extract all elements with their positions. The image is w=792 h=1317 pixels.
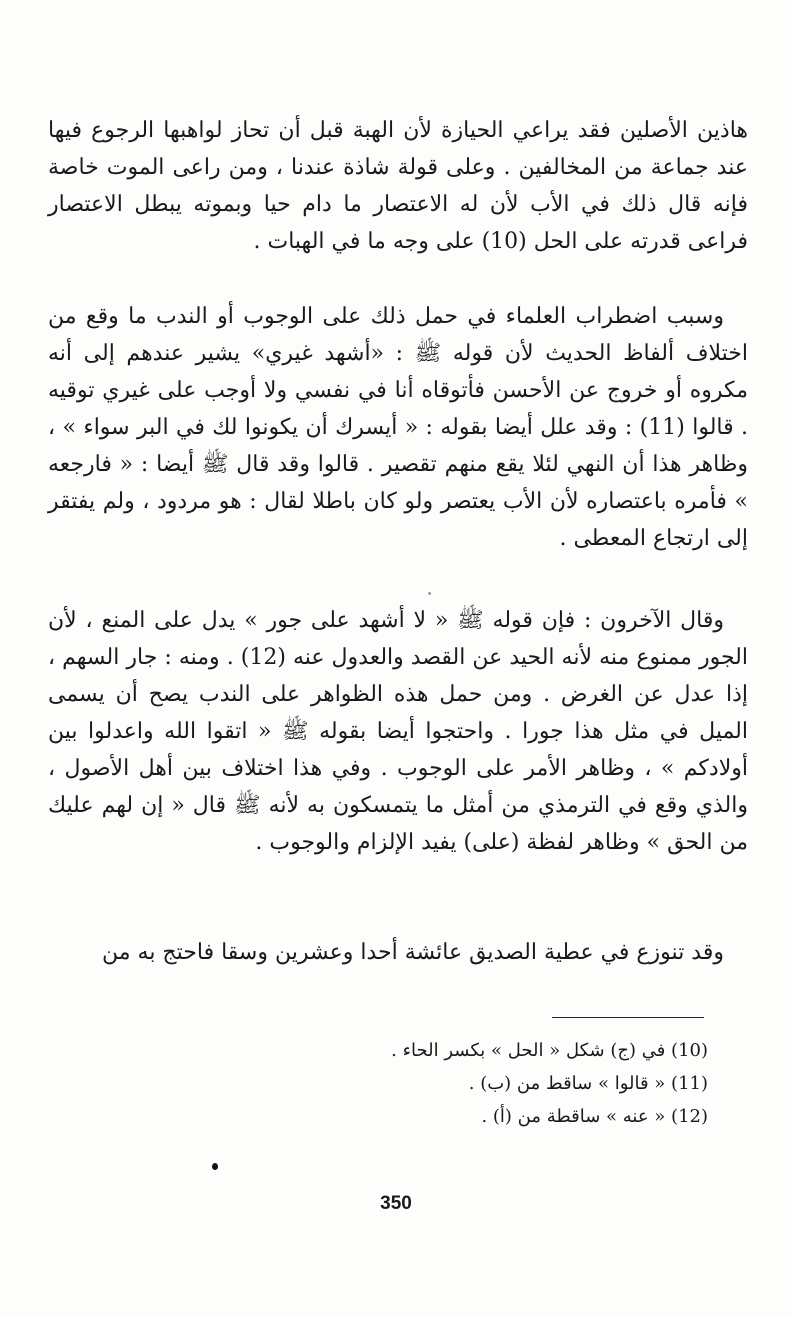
footnote-10: (10) في (ج) شكل « الحل » بكسر الحاء . <box>391 1040 708 1061</box>
footnote-separator <box>552 1017 704 1018</box>
body-paragraph: وسبب اضطراب العلماء في حمل ذلك على الوجوب أو الندب ما وقع من اختلاف ألفاظ الحديث لأن قوله ﷺ : «أشهد غيري» يشير عندهم إلى أنه مكروه أو خروج عن الأحسن فأتوقاه أنا في نفسي ولا أوجب على غيري توقيه . قالوا (11) : وقد علل أيضا بقوله : « أيسرك أن يكونوا لك في البر سواء » ، وظاهر هذا أن النهي لئلا يقع منهم تقصير . قالوا وقد قال ﷺ أيضا : « فارجعه » فأمره باعتصاره لأن الأب يعتصر ولو كان باطلا لقال : هو مردود ، ولم يفتقر إلى ارتجاع المعطى . <box>48 304 749 551</box>
scan-speck <box>428 592 431 595</box>
footnote-12: (12) « عنه » ساقطة من (أ) . <box>481 1106 708 1127</box>
body-paragraph: هاذين الأصلين فقد يراعي الحيازة لأن الهبة قبل أن تحاز لواهبها الرجوع فيها عند جماعة من المخالفين . وعلى قولة شاذة عندنا ، ومن راعى الموت خاصة فإنه قال ذلك في الأب لأن له الاعتصار ما دام حيا وبموته يبطل الاعتصار فراعى قدرته على الحل (10) على وجه ما في الهبات . <box>48 118 748 254</box>
body-paragraph: وقد تنوزع في عطية الصديق عائشة أحدا وعشرين وسقا فاحتج به من <box>102 940 724 965</box>
page-number: 350 <box>380 1193 412 1214</box>
ink-dot <box>212 1163 218 1170</box>
footnotes <box>300 1034 708 1133</box>
footnote-11: (11) « قالوا » ساقط من (ب) . <box>468 1073 708 1094</box>
body-paragraph: وقال الآخرون : فإن قوله ﷺ « لا أشهد على جور » يدل على المنع ، لأن الجور ممنوع منه لأنه الحيد عن القصد والعدول عنه (12) . ومنه : جار السهم ، إذا عدل عن الغرض . ومن حمل هذه الظواهر على الندب يصح أن يسمى الميل في مثل هذا جورا . واحتجوا أيضا بقوله ﷺ « اتقوا الله واعدلوا بين أولادكم » ، وظاهر الأمر على الوجوب . وفي هذا اختلاف بين أهل الأصول ، والذي وقع في الترمذي من أمثل ما يتمسكون به لأنه ﷺ قال « إن لهم عليك من الحق » وظاهر لفظة (على) يفيد الإلزام والوجوب . <box>48 608 749 855</box>
